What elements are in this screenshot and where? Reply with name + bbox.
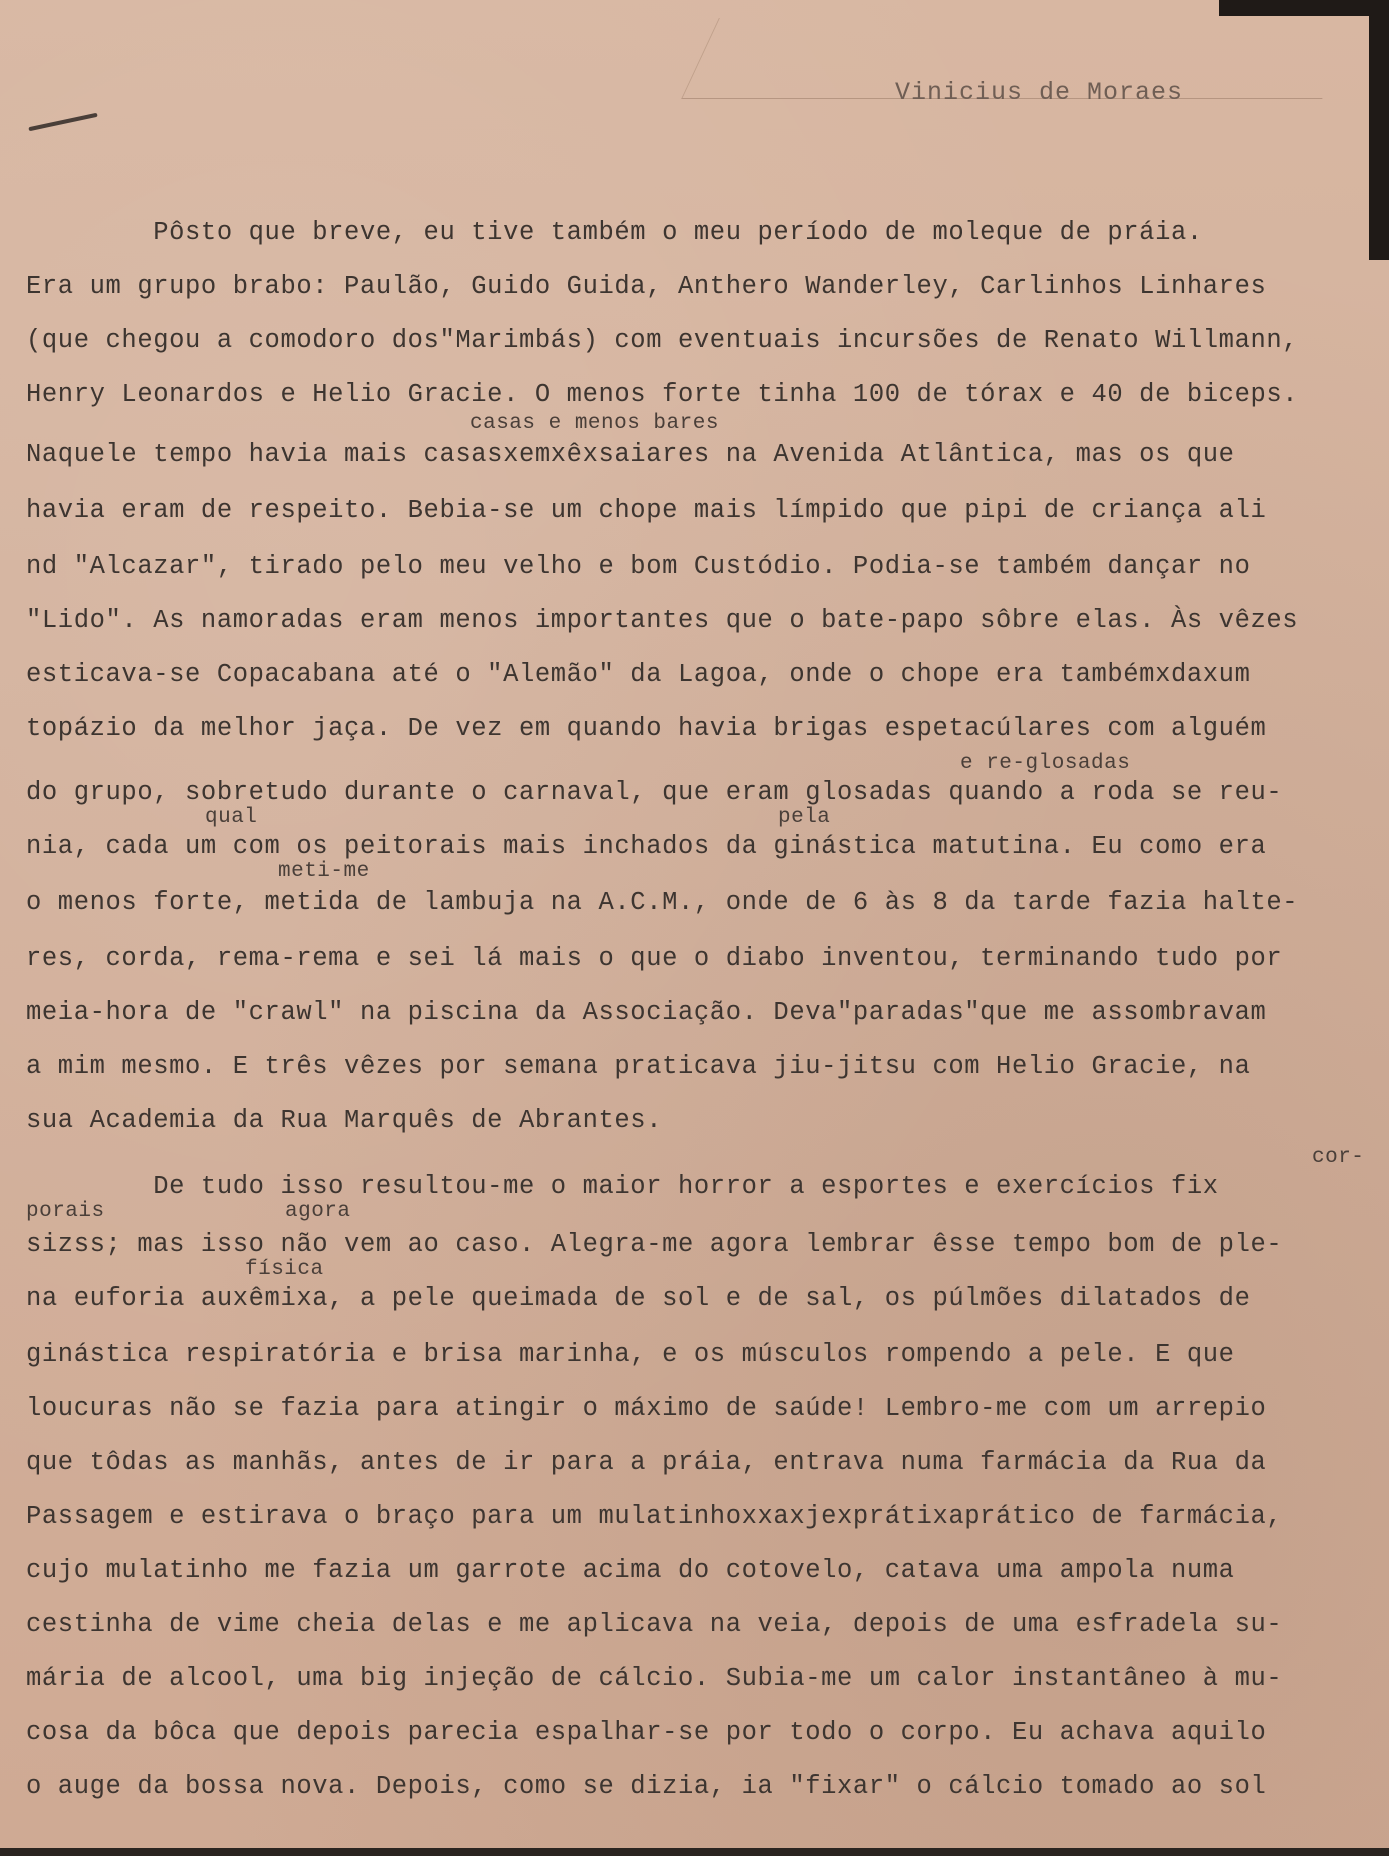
text-line: cosa da bôca que depois parecia espalhar-se por todo o corpo. Eu achava aquilo bbox=[26, 1718, 1267, 1747]
handwritten-insertion: cor- bbox=[1312, 1146, 1365, 1169]
text-line: a mim mesmo. E três vêzes por semana praticava jiu-jitsu com Helio Gracie, na bbox=[26, 1052, 1251, 1081]
handwritten-insertion: meti-me bbox=[278, 860, 370, 883]
text-line: Pôsto que breve, eu tive também o meu período de moleque de práia. bbox=[26, 218, 1203, 247]
text-line: sua Academia da Rua Marquês de Abrantes. bbox=[26, 1106, 663, 1135]
text-line: cujo mulatinho me fazia um garrote acima do cotovelo, catava uma ampola numa bbox=[26, 1556, 1235, 1585]
text-line: esticava-se Copacabana até o "Alemão" da Lagoa, onde o chope era tambémxdaxum bbox=[26, 660, 1251, 689]
handwritten-insertion: casas e menos bares bbox=[470, 412, 719, 435]
text-line: cestinha de vime cheia delas e me aplicava na veia, depois de uma esfradela su- bbox=[26, 1610, 1283, 1639]
text-line: nd "Alcazar", tirado pelo meu velho e bom Custódio. Podia-se também dançar no bbox=[26, 552, 1251, 581]
text-line: Era um grupo brabo: Paulão, Guido Guida, Anthero Wanderley, Carlinhos Linhares bbox=[26, 272, 1267, 301]
handwritten-insertion: agora bbox=[285, 1200, 351, 1223]
text-line: Passagem e estirava o braço para um mulatinhoxxaxjexprátixaprático de farmácia, bbox=[26, 1502, 1283, 1531]
handwritten-insertion: qual bbox=[205, 806, 258, 829]
text-line: meia-hora de "crawl" na piscina da Associação. Deva"paradas"que me assombravam bbox=[26, 998, 1267, 1027]
text-line: (que chegou a comodoro dos"Marimbás) com eventuais incursões de Renato Willmann, bbox=[26, 326, 1299, 355]
handwritten-insertion: pela bbox=[778, 806, 831, 829]
text-line: Naquele tempo havia mais casasxemxêxsaiares na Avenida Atlântica, mas os que bbox=[26, 440, 1235, 469]
text-line: "Lido". As namoradas eram menos importantes que o bate-papo sôbre elas. Às vêzes bbox=[26, 606, 1299, 635]
text-line: Henry Leonardos e Helio Gracie. O menos forte tinha 100 de tórax e 40 de biceps. bbox=[26, 380, 1299, 409]
text-line: topázio da melhor jaça. De vez em quando havia brigas espetacúlares com alguém bbox=[26, 714, 1267, 743]
text-line: loucuras não se fazia para atingir o máximo de saúde! Lembro-me com um arrepio bbox=[26, 1394, 1267, 1423]
text-line: o auge da bossa nova. Depois, como se dizia, ia "fixar" o cálcio tomado ao sol bbox=[26, 1772, 1267, 1801]
text-line: mária de alcool, uma big injeção de cálcio. Subia-me um calor instantâneo à mu- bbox=[26, 1664, 1283, 1693]
handwritten-insertion: porais bbox=[26, 1200, 105, 1223]
author-header: Vinicius de Moraes bbox=[895, 78, 1184, 107]
text-line: havia eram de respeito. Bebia-se um chope mais límpido que pipi de criança ali bbox=[26, 496, 1267, 525]
text-line: ginástica respiratória e brisa marinha, e os músculos rompendo a pele. E que bbox=[26, 1340, 1235, 1369]
text-line: nia, cada um com os peitorais mais inchados da ginástica matutina. Eu como era bbox=[26, 832, 1267, 861]
handwritten-insertion: física bbox=[245, 1258, 324, 1281]
text-line: sizss; mas isso não vem ao caso. Alegra-me agora lembrar êsse tempo bom de ple- bbox=[26, 1230, 1283, 1259]
text-line: do grupo, sobretudo durante o carnaval, que eram glosadas quando a roda se reu- bbox=[26, 778, 1283, 807]
handwritten-insertion: e re-glosadas bbox=[960, 752, 1131, 775]
text-line: De tudo isso resultou-me o maior horror a esportes e exercícios fix bbox=[26, 1172, 1219, 1201]
text-line: na euforia auxêmixa, a pele queimada de sol e de sal, os púlmões dilatados de bbox=[26, 1284, 1251, 1313]
text-line: que tôdas as manhãs, antes de ir para a práia, entrava numa farmácia da Rua da bbox=[26, 1448, 1267, 1477]
text-line: res, corda, rema-rema e sei lá mais o que o diabo inventou, terminando tudo por bbox=[26, 944, 1283, 973]
text-line: o menos forte, metida de lambuja na A.C.M., onde de 6 às 8 da tarde fazia halte- bbox=[26, 888, 1299, 917]
